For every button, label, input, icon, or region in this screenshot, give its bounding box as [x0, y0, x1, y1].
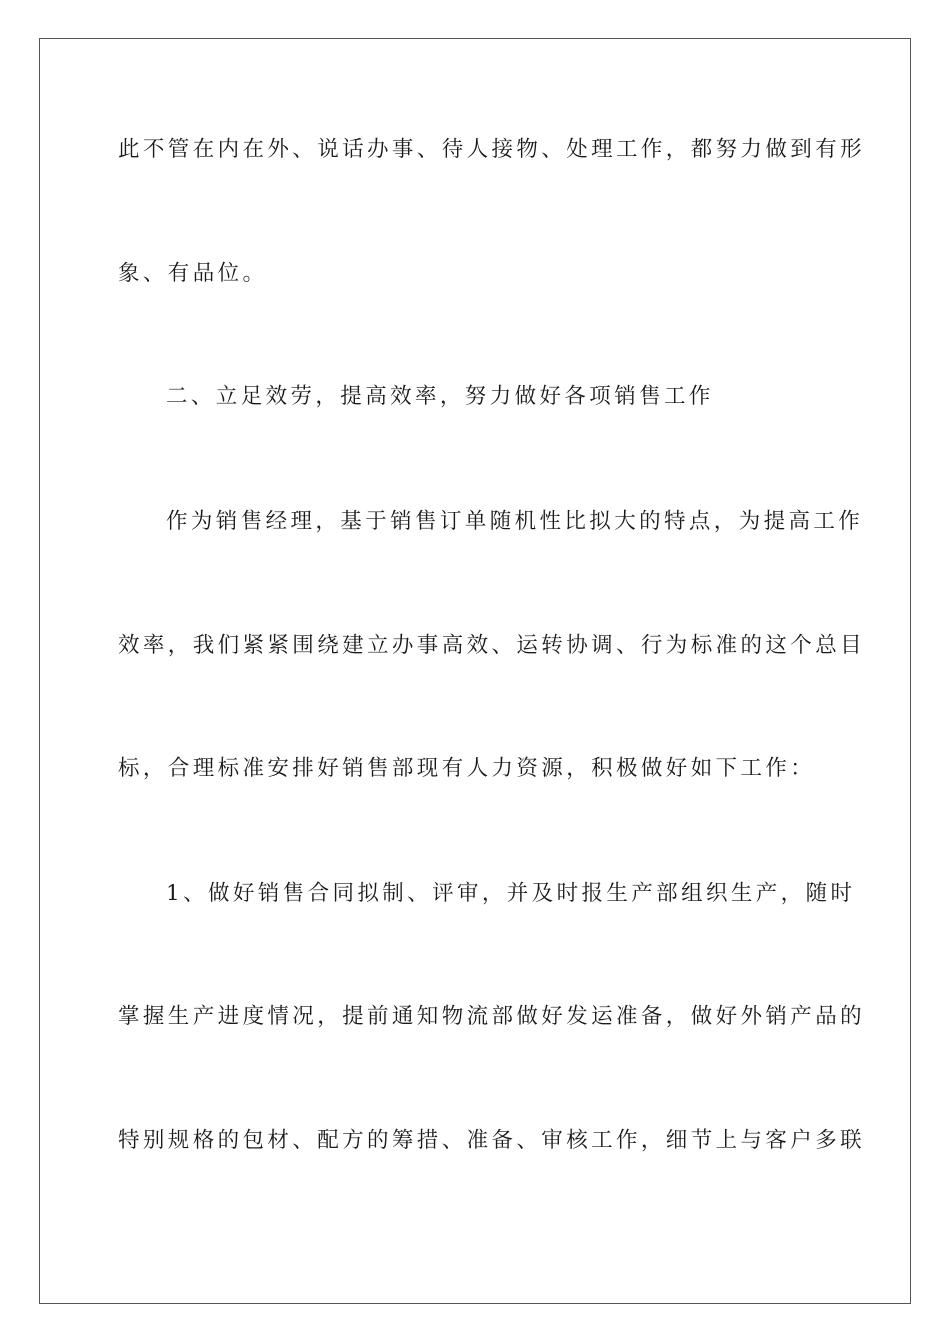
- paragraph-line: 掌握生产进度情况，提前通知物流部做好发运准备，做好外销产品的: [118, 1004, 866, 1029]
- paragraph-line: 象、有品位。: [118, 261, 268, 286]
- section-heading: 二、立足效劳，提高效率，努力做好各项销售工作: [166, 384, 714, 409]
- paragraph-line: 效率，我们紧紧围绕建立办事高效、运转协调、行为标准的这个总目: [118, 633, 866, 658]
- paragraph-line: 作为销售经理，基于销售订单随机性比拟大的特点，为提高工作: [166, 509, 864, 534]
- paragraph-line: 特别规格的包材、配方的筹措、准备、审核工作，细节上与客户多联: [118, 1128, 866, 1153]
- paragraph-line: 此不管在内在外、说话办事、待人接物、处理工作，都努力做到有形: [118, 137, 866, 162]
- paragraph-line: 标，合理标准安排好销售部现有人力资源，积极做好如下工作：: [118, 756, 816, 781]
- page-border: [39, 38, 911, 1304]
- list-item-line: 1、做好销售合同拟制、评审，并及时报生产部组织生产，随时: [166, 881, 856, 906]
